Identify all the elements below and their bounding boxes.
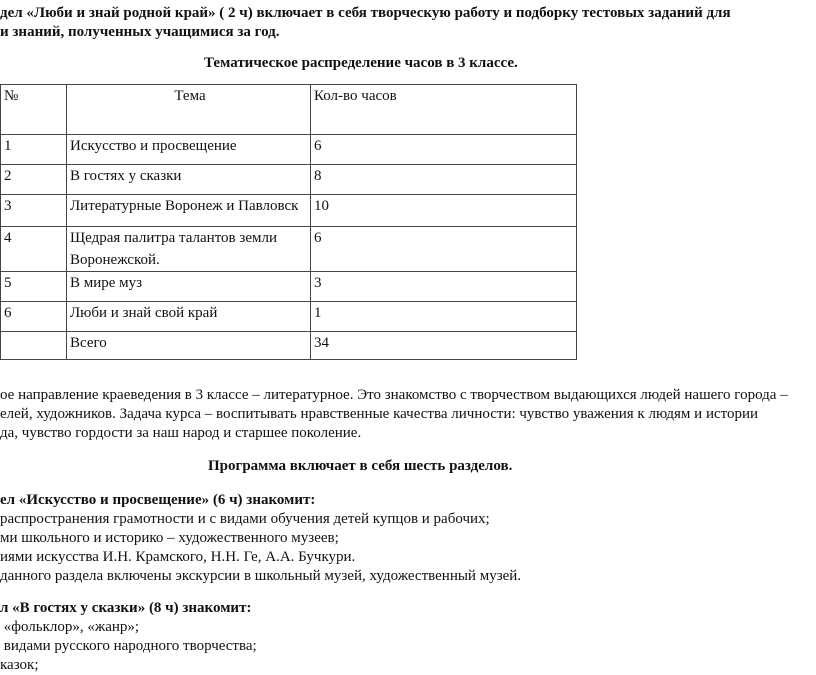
cell-topic: В мире муз	[67, 272, 311, 302]
table-row	[1, 302, 577, 332]
cell-number: 1	[1, 135, 67, 165]
cell-number	[1, 332, 67, 360]
cell-number: 4	[1, 227, 67, 272]
cell-hours: 6	[311, 135, 577, 165]
cell-topic: Литературные Воронеж и Павловск	[67, 195, 311, 227]
cell-hours: 1	[311, 302, 577, 332]
cell-number: 6	[1, 302, 67, 332]
intro-line-1: дел «Люби и знай родной край» ( 2 ч) включает в себя творческую работу и подборку тестовых заданий для	[0, 5, 731, 21]
cell-topic: Люби и знай свой край	[67, 302, 311, 332]
hours-table	[0, 84, 577, 360]
cell-total-hours: 34	[311, 332, 577, 360]
section2-heading: л «В гостях у сказки» (8 ч) знакомит:	[0, 600, 252, 616]
program-heading: Программа включает в себя шесть разделов.	[208, 458, 513, 474]
cell-hours: 6	[311, 227, 577, 272]
table-row	[1, 272, 577, 302]
cell-number: 5	[1, 272, 67, 302]
cell-hours: 8	[311, 165, 577, 195]
cell-topic: Щедрая палитра талантов земли Воронежской.	[67, 227, 311, 272]
header-number: №	[1, 85, 67, 135]
section2-item: видами русского народного творчества;	[0, 638, 257, 654]
cell-topic: В гостях у сказки	[67, 165, 311, 195]
section1-item: данного раздела включены экскурсии в школьный музей, художественный музей.	[0, 568, 522, 584]
paragraph-line-3: да, чувство гордости за наш народ и старшее поколение.	[0, 425, 362, 441]
table-row	[1, 165, 577, 195]
cell-hours: 10	[311, 195, 577, 227]
section1-item: ми школьного и историко – художественного музеев;	[0, 530, 339, 546]
section1-item: иями искусства И.Н. Крамского, Н.Н. Ге, А.А. Бучкури.	[0, 549, 356, 565]
cell-number: 3	[1, 195, 67, 227]
header-topic: Тема	[67, 85, 311, 135]
paragraph-line-1: ое направление краеведения в 3 классе – литературное. Это знакомство с творчеством выдающихся людей нашего города –	[0, 387, 788, 403]
cell-total-label: Всего	[67, 332, 311, 360]
intro-line-2: и знаний, полученных учащимися за год.	[0, 24, 280, 40]
table-total-row	[1, 332, 577, 360]
cell-topic: Искусство и просвещение	[67, 135, 311, 165]
section1-heading: ел «Искусство и просвещение» (6 ч) знакомит:	[0, 492, 316, 508]
table-title: Тематическое распределение часов в 3 классе.	[204, 55, 518, 71]
paragraph-line-2: елей, художников. Задача курса – воспитывать нравственные качества личности: чувство уважения к людям и истории	[0, 406, 759, 422]
header-hours: Кол-во часов	[311, 85, 577, 135]
cell-number: 2	[1, 165, 67, 195]
section1-item: распространения грамотности и с видами обучения детей купцов и рабочих;	[0, 511, 490, 527]
section2-item: казок;	[0, 657, 39, 673]
table-row	[1, 135, 577, 165]
table-header-row	[1, 85, 577, 135]
cell-hours: 3	[311, 272, 577, 302]
section2-item: «фольклор», «жанр»;	[0, 619, 140, 635]
table-row	[1, 227, 577, 272]
table-row	[1, 195, 577, 227]
